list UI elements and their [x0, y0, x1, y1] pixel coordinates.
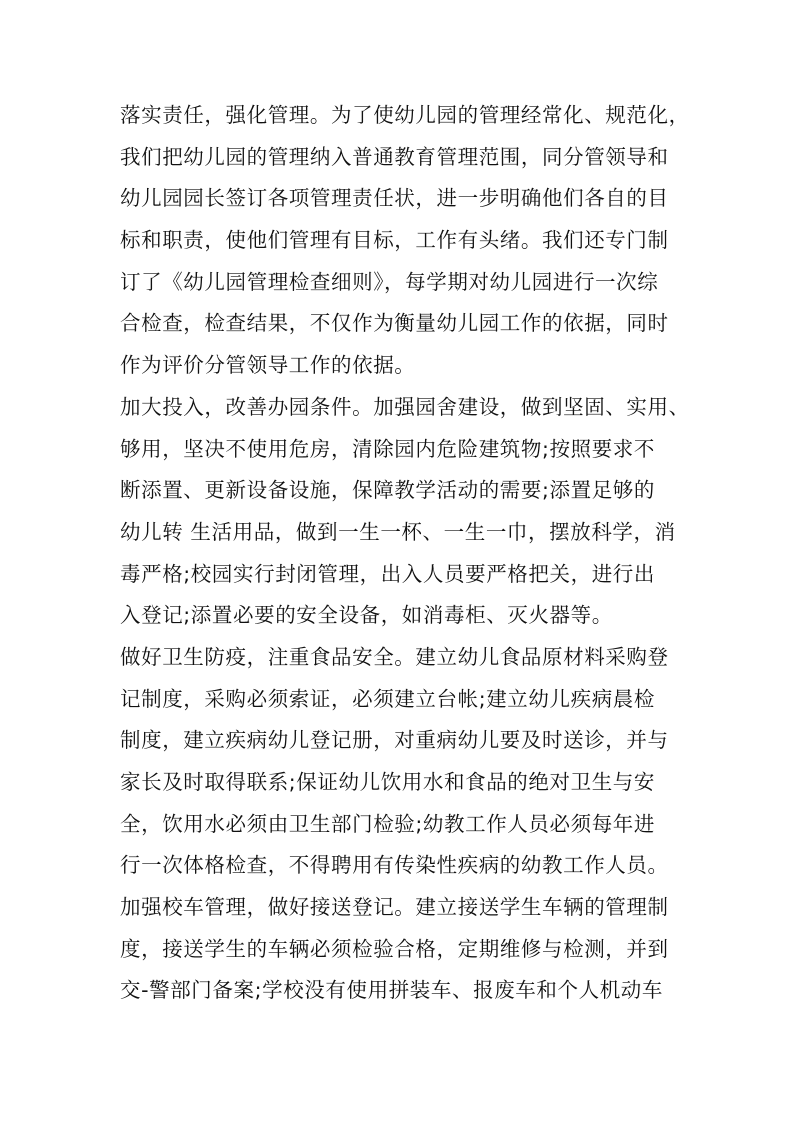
text-line: 毒严格;校园实行封闭管理，出入人员要严格把关，进行出 — [120, 561, 656, 586]
text-line: 交-警部门备案;学校没有使用拼装车、报废车和个人机动车 — [120, 978, 664, 1003]
text-line: 加强校车管理，做好接送登记。建立接送学生车辆的管理制 — [120, 895, 669, 920]
text-line: 标和职责，使他们管理有目标，工作有头绪。我们还专门制 — [120, 228, 669, 253]
text-line: 作为评价分管领导工作的依据。 — [120, 353, 416, 378]
text-line: 订了《幼儿园管理检查细则》，每学期对幼儿园进行一次综 — [120, 269, 659, 294]
text-line: 幼儿转 生活用品，做到一生一杯、一生一巾，摆放科学，消 — [120, 519, 676, 544]
text-line: 度，接送学生的车辆必须检验合格，定期维修与检测，并到 — [120, 936, 669, 961]
text-line: 做好卫生防疫，注重食品安全。建立幼儿食品原材料采购登 — [120, 644, 669, 669]
text-line: 加大投入，改善办园条件。加强园舍建设，做到坚固、实用、 — [120, 394, 690, 419]
text-line: 入登记;添置必要的安全设备，如消毒柜、灭火器等。 — [120, 603, 613, 628]
text-line: 家长及时取得联系;保证幼儿饮用水和食品的绝对卫生与安 — [120, 770, 656, 794]
text-line: 全，饮用水必须由卫生部门检验;幼教工作人员必须每年进 — [120, 811, 656, 836]
text-line: 够用，坚决不使用危房，清除园内危险建筑物;按照要求不 — [120, 436, 656, 461]
text-line: 断添置、更新设备设施，保障教学活动的需要;添置足够的 — [120, 478, 656, 503]
text-line: 幼儿园园长签订各项管理责任状，进一步明确他们各自的目 — [120, 186, 669, 211]
document-body — [120, 95, 690, 1012]
text-line: 我们把幼儿园的管理纳入普通教育管理范围，同分管领导和 — [120, 144, 669, 169]
text-line: 落实责任，强化管理。为了使幼儿园的管理经常化、规范化， — [120, 103, 690, 127]
text-line: 行一次体格检查，不得聘用有传染性疾病的幼教工作人员。 — [120, 853, 669, 878]
text-line: 制度，建立疾病幼儿登记册，对重病幼儿要及时送诊，并与 — [120, 728, 669, 753]
text-line: 记制度，采购必须索证，必须建立台帐;建立幼儿疾病晨检 — [120, 686, 656, 711]
text-line: 合检查，检查结果，不仅作为衡量幼儿园工作的依据，同时 — [120, 311, 669, 336]
